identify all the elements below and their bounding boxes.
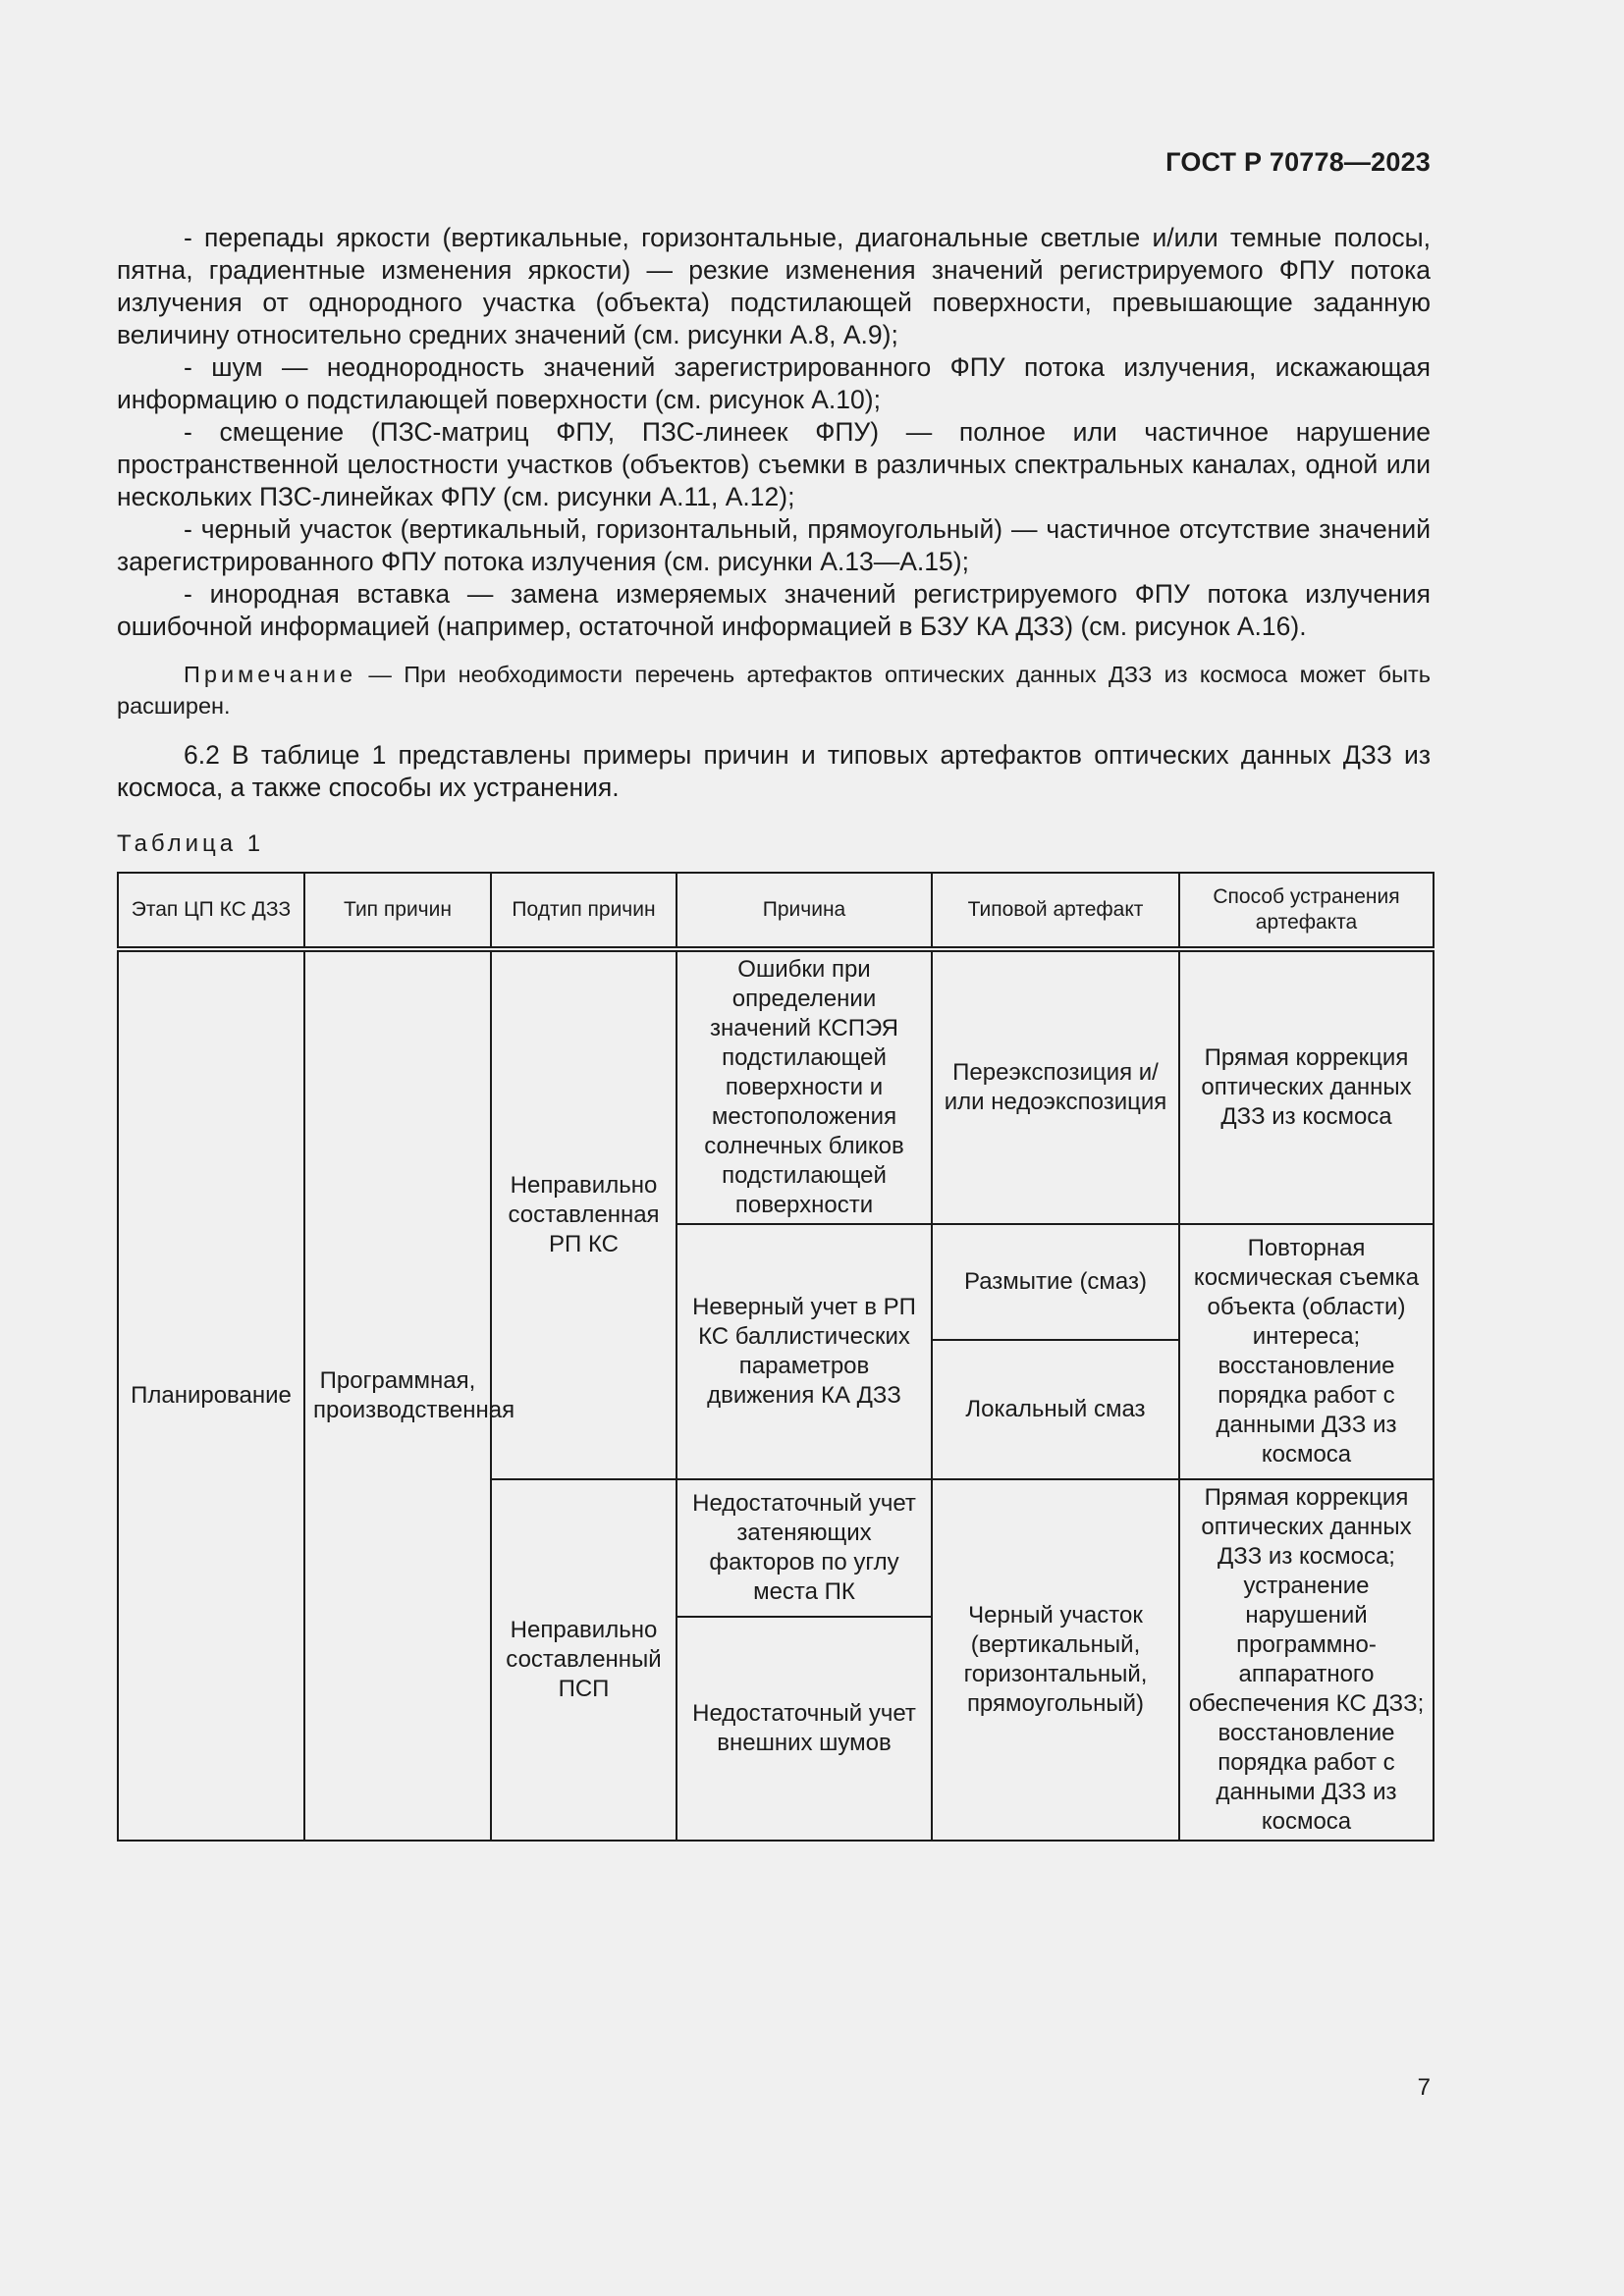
note-label: Примечание [184, 662, 357, 687]
table-header-row [118, 873, 1434, 949]
cell-stage: Планирование [118, 949, 304, 1841]
paragraph-foreign-insert: - инородная вставка — замена измеряемых значений регистрируемого ФПУ потока излучения ошибочной информацией (например, остаточной информацией в БЗУ КА ДЗЗ) (см. рисунок А.16). [117, 579, 1431, 641]
paragraph-noise: - шум — неоднородность значений зарегистрированного ФПУ потока излучения, искажающая информацию о подстилающей поверхности (см. рисунок А.10); [117, 352, 1431, 414]
header-stage: Этап ЦП КС ДЗЗ [118, 873, 304, 949]
header-reason-type: Тип причин [304, 873, 491, 949]
note-text: — При необходимости перечень артефактов оптических данных ДЗЗ из космоса может быть расширен. [117, 662, 1432, 719]
cell-subtype-1: Неправильно составленная РП КС [491, 949, 677, 1479]
document-header: ГОСТ Р 70778—2023 [1165, 147, 1431, 177]
paragraph-offset: - смещение (ПЗС-матриц ФПУ, ПЗС-линеек ФПУ) — полное или частичное нарушение пространственной целостности участков (объектов) съемки в различных спектральных каналах, одной или нескольких ПЗС-линейках ФПУ (см. рисунки А.11, А.12); [117, 417, 1431, 511]
cell-artifact-4: Черный участок (вертикальный, горизонтальный, прямоугольный) [932, 1479, 1179, 1841]
cell-artifact-3: Локальный смаз [932, 1340, 1179, 1479]
body-text [117, 222, 1431, 804]
cell-artifact-2: Размытие (смаз) [932, 1224, 1179, 1340]
table-caption: Таблица 1 [117, 830, 265, 857]
cell-fix-3: Прямая коррекция оптических данных ДЗЗ из космоса; устранение нарушений программно-аппаратного обеспечения КС ДЗЗ; восстановление порядка работ с данными ДЗЗ из космоса [1179, 1479, 1434, 1841]
page-number: 7 [1417, 2074, 1431, 2101]
cell-cause-3: Недостаточный учет затеняющих факторов по углу места ПК [677, 1479, 932, 1617]
cell-artifact-1: Переэкспозиция и/или недоэкспозиция [932, 949, 1179, 1224]
cell-subtype-2: Неправильно составленный ПСП [491, 1479, 677, 1841]
table-row [118, 949, 1434, 1224]
cell-reason-type: Программная, производственная [304, 949, 491, 1841]
cell-cause-1: Ошибки при определении значений КСПЭЯ подстилающей поверхности и местоположения солнечных бликов подстилающей поверхности [677, 949, 932, 1224]
header-fix: Способ устранения артефакта [1179, 873, 1434, 949]
cell-cause-2: Неверный учет в РП КС баллистических параметров движения КА ДЗЗ [677, 1224, 932, 1479]
paragraph-brightness-drops: - перепады яркости (вертикальные, горизонтальные, диагональные светлые и/или темные полосы, пятна, градиентные изменения яркости) — резкие изменения значений регистрируемого ФПУ потока излучения от однородного участка (объекта) подстилающей поверхности, превышающие заданную величину относительно средних значений (см. рисунки А.8, А.9); [117, 223, 1431, 349]
header-cause: Причина [677, 873, 932, 949]
section-6-2: 6.2 В таблице 1 представлены примеры причин и типовых артефактов оптических данных ДЗЗ из космоса, а также способы их устранения. [117, 740, 1431, 802]
note [117, 659, 1431, 721]
paragraph-black-area: - черный участок (вертикальный, горизонтальный, прямоугольный) — частичное отсутствие значений зарегистрированного ФПУ потока излучения (см. рисунки А.13—А.15); [117, 514, 1431, 576]
header-subtype: Подтип причин [491, 873, 677, 949]
artifacts-table [117, 872, 1435, 1842]
cell-cause-4: Недостаточный учет внешних шумов [677, 1617, 932, 1841]
cell-fix-2: Повторная космическая съемка объекта (области) интереса; восстановление порядка работ с данными ДЗЗ из космоса [1179, 1224, 1434, 1479]
header-artifact: Типовой артефакт [932, 873, 1179, 949]
cell-fix-1: Прямая коррекция оптических данных ДЗЗ из космоса [1179, 949, 1434, 1224]
